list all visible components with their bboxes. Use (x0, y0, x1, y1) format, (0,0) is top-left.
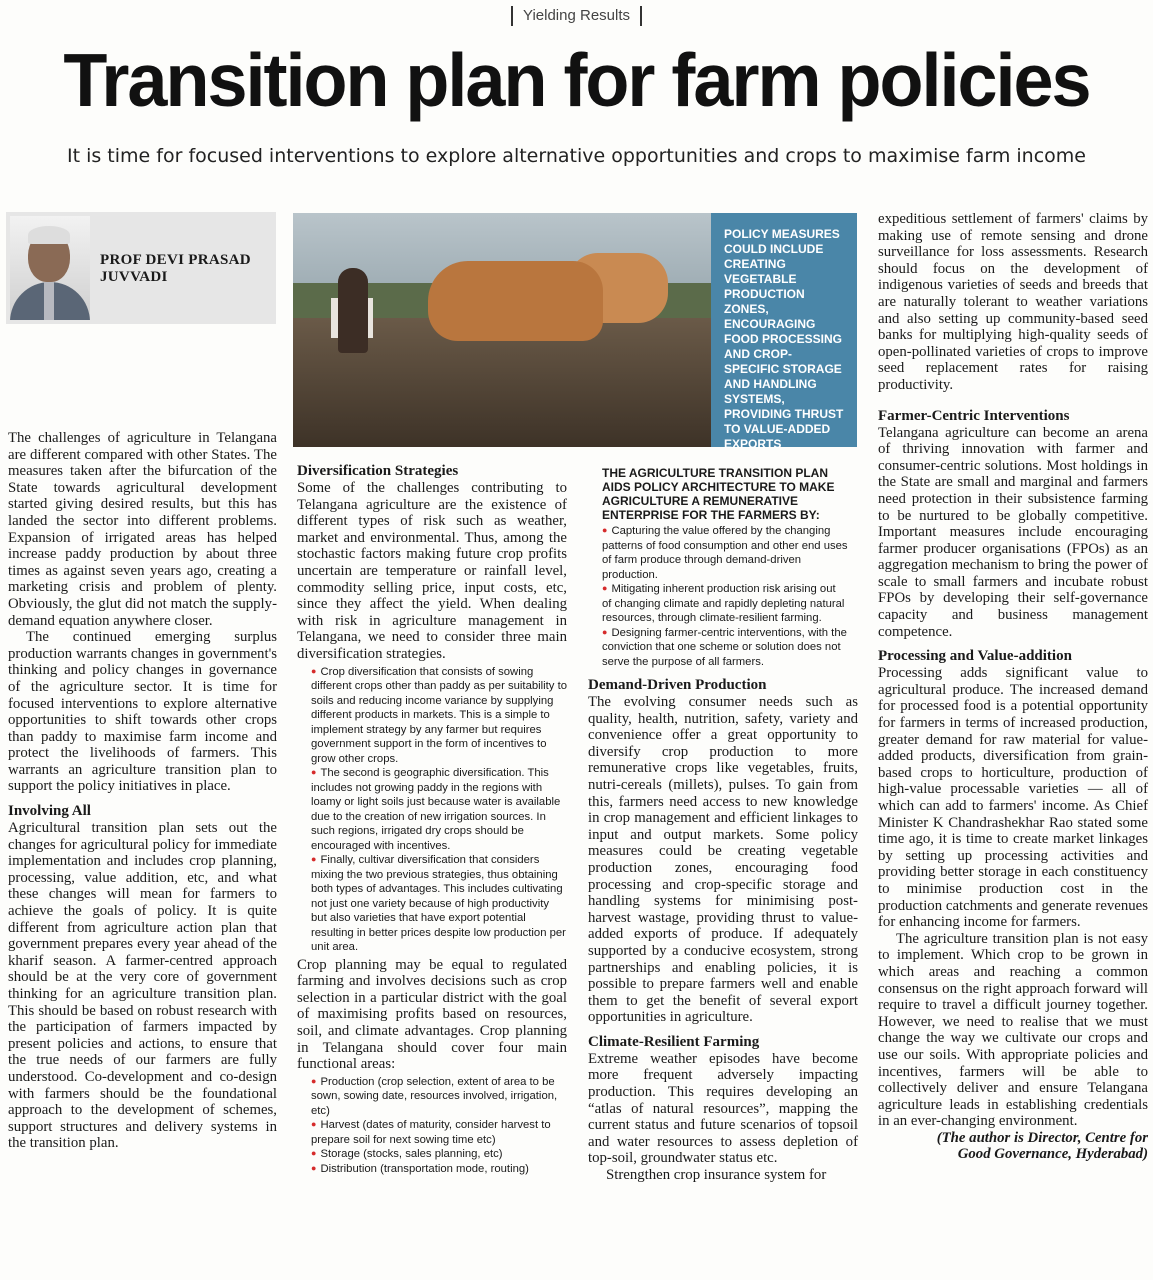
list-item: ● Storage (stocks, sales planning, etc) (311, 1147, 567, 1162)
col3-paragraph: Extreme weather episodes have become more frequent adversely impacting production. This requires developing an “atlas of natural resources”, mapping the current status and future scenarios of topsoil and water resources to assess depletion of top-soil, groundwater status etc. (588, 1050, 858, 1167)
subhead-diversification: Diversification Strategies (297, 463, 459, 479)
deck: It is time for focused interventions to explore alternative opportunities and crops to maximise farm income (67, 145, 1086, 167)
list-item: ● Capturing the value offered by the changing patterns of food consumption and other end uses of farm produce through demand-driven production. (602, 524, 848, 582)
subhead-farmer-centric: Farmer-Centric Interventions (878, 407, 1070, 424)
author-name-line1: PROF DEVI PRASAD (100, 252, 251, 268)
aside-box (602, 466, 848, 669)
subhead-processing: Processing and Value-addition (878, 648, 1072, 665)
col4-paragraph: Telangana agriculture can become an arena of thriving innovation with farmer and consumer-centric solutions. Most holdings in the State are small and marginal and farmers need protection in their subsistence farming to be nurtured to be globally competitive. Important measures include encouraging farmer producer organisations (FPOs) as an aggregation mechanism to bring the power of scale to small farmers and incubate robust FPOs by developing their self-governance capacity and business management competence. (878, 424, 1148, 640)
photo-caption: POLICY MEASURES COULD INCLUDE CREATING VEGETABLE PRODUCTION ZONES, ENCOURAGING FOOD PROCESSING AND CROP-SPECIFIC STORAGE AND HANDLING SYSTEMS, PROVIDING THRUST TO VALUE-ADDED EXPORTS (724, 227, 844, 451)
column-2 (297, 463, 567, 1176)
kicker-label: Yielding Results (511, 6, 642, 26)
column-1 (8, 430, 277, 1152)
col4-paragraph: Processing adds significant value to agricultural produce. The increased demand for processed food is a potential opportunity for farmers in terms of increased production, greater demand for raw material for value-added products, diversification from grain-based crops to horticulture, production of high-value processable varieties — all of which can add to farmers' income. As Chief Minister K Chandrashekhar Rao stated some time ago, it is time to create market linkages by setting up processing activities and providing better storage in each constituency to minimise production cost in the production catchments and generate revenues for enhancing income for farmers. (878, 665, 1148, 931)
subhead-demand-driven: Demand-Driven Production (588, 677, 767, 693)
col4-paragraph: expeditious settlement of farmers' claims by making use of remote sensing and drone surveillance for loss assessments. Research should focus on the development of indigenous varieties of seeds and breeds that are naturally tolerant to weather variations and also setting up community-based seed banks for multiplying high-quality seeds of open-pollinated varieties of crops to improve seed replacement rates for raising productivity. (878, 211, 1148, 393)
list-item: ● Distribution (transportation mode, routing) (311, 1162, 567, 1177)
col1-paragraph: The challenges of agriculture in Telangana are different compared with other States. The measures taken after the bifurcation of the State towards agricultural development started giving desired results, but this has landed the sector into different problems. Expansion of irrigated areas has helped increase paddy production by about three times as against seven years ago, creating a marketing crisis and problem of plenty. Obviously, the glut did not match the supply-demand equation anywhere closer. (8, 430, 277, 629)
author-credit-line2: Good Governance, Hyderabad) (957, 1146, 1148, 1163)
col3-paragraph: The evolving consumer needs such as quality, health, nutrition, safety, variety and convenience offer a great opportunity to diversify crop production to more remunerative crops like vegetables, fruits, nutri-cereals (millets), pulses. To gain from this, farmers need access to new knowledge in crop management and efficient linkages to input and output markets. Some policy measures could be creating vegetable production zones, encouraging food processing and crop-specific storage and handling systems for minimising post-harvest wastage, providing thrust to value-added exports of produce. If adequately supported by a conducive ecosystem, strong partnerships and enabling policies, it is possible to prepare farmers well and enable them to get the benefit of several export opportunities in agriculture. (588, 694, 858, 1026)
list-item: ● Harvest (dates of maturity, consider harvest to prepare soil for next sowing time etc) (311, 1118, 567, 1147)
list-item: ● Mitigating inherent production risk arising out of changing climate and rapidly depleting natural resources, through climate-resilient farming. (602, 582, 848, 626)
col3-paragraph: Strengthen crop insurance system for (606, 1167, 827, 1184)
farming-photo (293, 213, 711, 447)
diversification-list (311, 665, 567, 955)
functional-areas-list (311, 1075, 567, 1177)
col2-paragraph: Some of the challenges contributing to Telangana agriculture are the existence of different types of risk such as weather, market and environmental. Thus, among the stochastic factors making future crop profits uncertain are temperature or rainfall level, commodity selling price, input costs, etc, since they affect the yield. When dealing with risk in agriculture management in Telangana, we need to consider three main diversification strategies. (297, 480, 567, 662)
list-item: ● Production (crop selection, extent of area to be sown, sowing date, resources involved, irrigation, etc) (311, 1075, 567, 1119)
list-item: ● The second is geographic diversification. This includes not growing paddy in the regions with loamy or light soils just because water is available due to the creation of new irrigation sources. In such regions, irrigated dry crops should be encouraged with incentives. (311, 766, 567, 853)
column-3 (588, 466, 858, 1184)
list-item: ● Crop diversification that consists of sowing different crops other than paddy as per suitability to soils and reducing income variance by supplying different products in markets. This is a simple to implement strategy by any farmer but requires government support in the form of incentives to grow other crops. (311, 665, 567, 767)
photo-caption-box (711, 213, 857, 451)
author-box (6, 212, 276, 324)
col1-paragraph: Agricultural transition plan sets out the changes for agricultural policy for immediate implementation and includes crop planning, processing, value addition, etc, and what these changes will mean for farmers to achieve the goals of policy. It is quite different from agriculture action plan that government prepares every year ahead of the kharif season. A farmer-centred approach should be at the very core of government thinking for an agriculture transition plan. This should be based on robust research with the participation of farmers impacted by present policies and actions, to ensure that the true needs of our farmers are fully understood. Co-development and co-design with farmers should be the foundational approach to the development of schemes, support structures and delivery systems in the transition plan. (8, 820, 277, 1152)
author-credit-line1: (The author is Director, Centre for (936, 1129, 1148, 1146)
kicker (0, 6, 1153, 26)
col1-paragraph: The continued emerging surplus production warrants changes in government's thinking and policy changes in governance of the agriculture sector. It is time for focused interventions to explore alternative opportunities to shift towards other crops than paddy to maximise farm income and protect the livelihoods of farmers. This warrants an agriculture transition plan to support the policy initiatives in place. (8, 629, 277, 795)
col2-paragraph: Crop planning may be equal to regulated farming and involves decisions such as crop selection in a particular district with the goal of maximising profits based on resources, soil, and climate advantages. Crop planning in Telangana should cover four main functional areas: (297, 956, 567, 1073)
subhead-climate-resilient: Climate-Resilient Farming (588, 1033, 760, 1050)
column-4 (878, 211, 1148, 1163)
headline: Transition plan for farm policies (63, 39, 1090, 124)
author-credit (878, 1130, 1148, 1163)
list-item: ● Finally, cultivar diversification that considers mixing the two previous strategies, thus obtaining both types of advantages. This includes cultivating not just one variety because of high productivity but also varieties that have export potential resulting in better prices despite low production per unit area. (311, 853, 567, 955)
aside-title: THE AGRICULTURE TRANSITION PLAN AIDS POLICY ARCHITECTURE TO MAKE AGRICULTURE A REMUNERATIVE ENTERPRISE FOR THE FARMERS BY: (602, 466, 835, 522)
author-photo (10, 216, 90, 320)
subhead-involving-all: Involving All (8, 803, 91, 820)
col4-paragraph: The agriculture transition plan is not easy to implement. Which crop to be grown in which areas and reaching a common consensus on the right approach forward will require to travel a difficult journey together. However, we need to realise that we must change the way we cultivate our crops and use our soils. With appropriate policies and incentives, farmers will be able to collectively deliver and ensure Telangana agriculture leads in establishing credentials in an ever-changing environment. (878, 930, 1148, 1130)
author-name (100, 252, 251, 286)
author-name-line2: JUVVADI (100, 269, 168, 285)
list-item: ● Designing farmer-centric interventions, with the conviction that one scheme or solution does not serve the purpose of all farmers. (602, 626, 848, 670)
